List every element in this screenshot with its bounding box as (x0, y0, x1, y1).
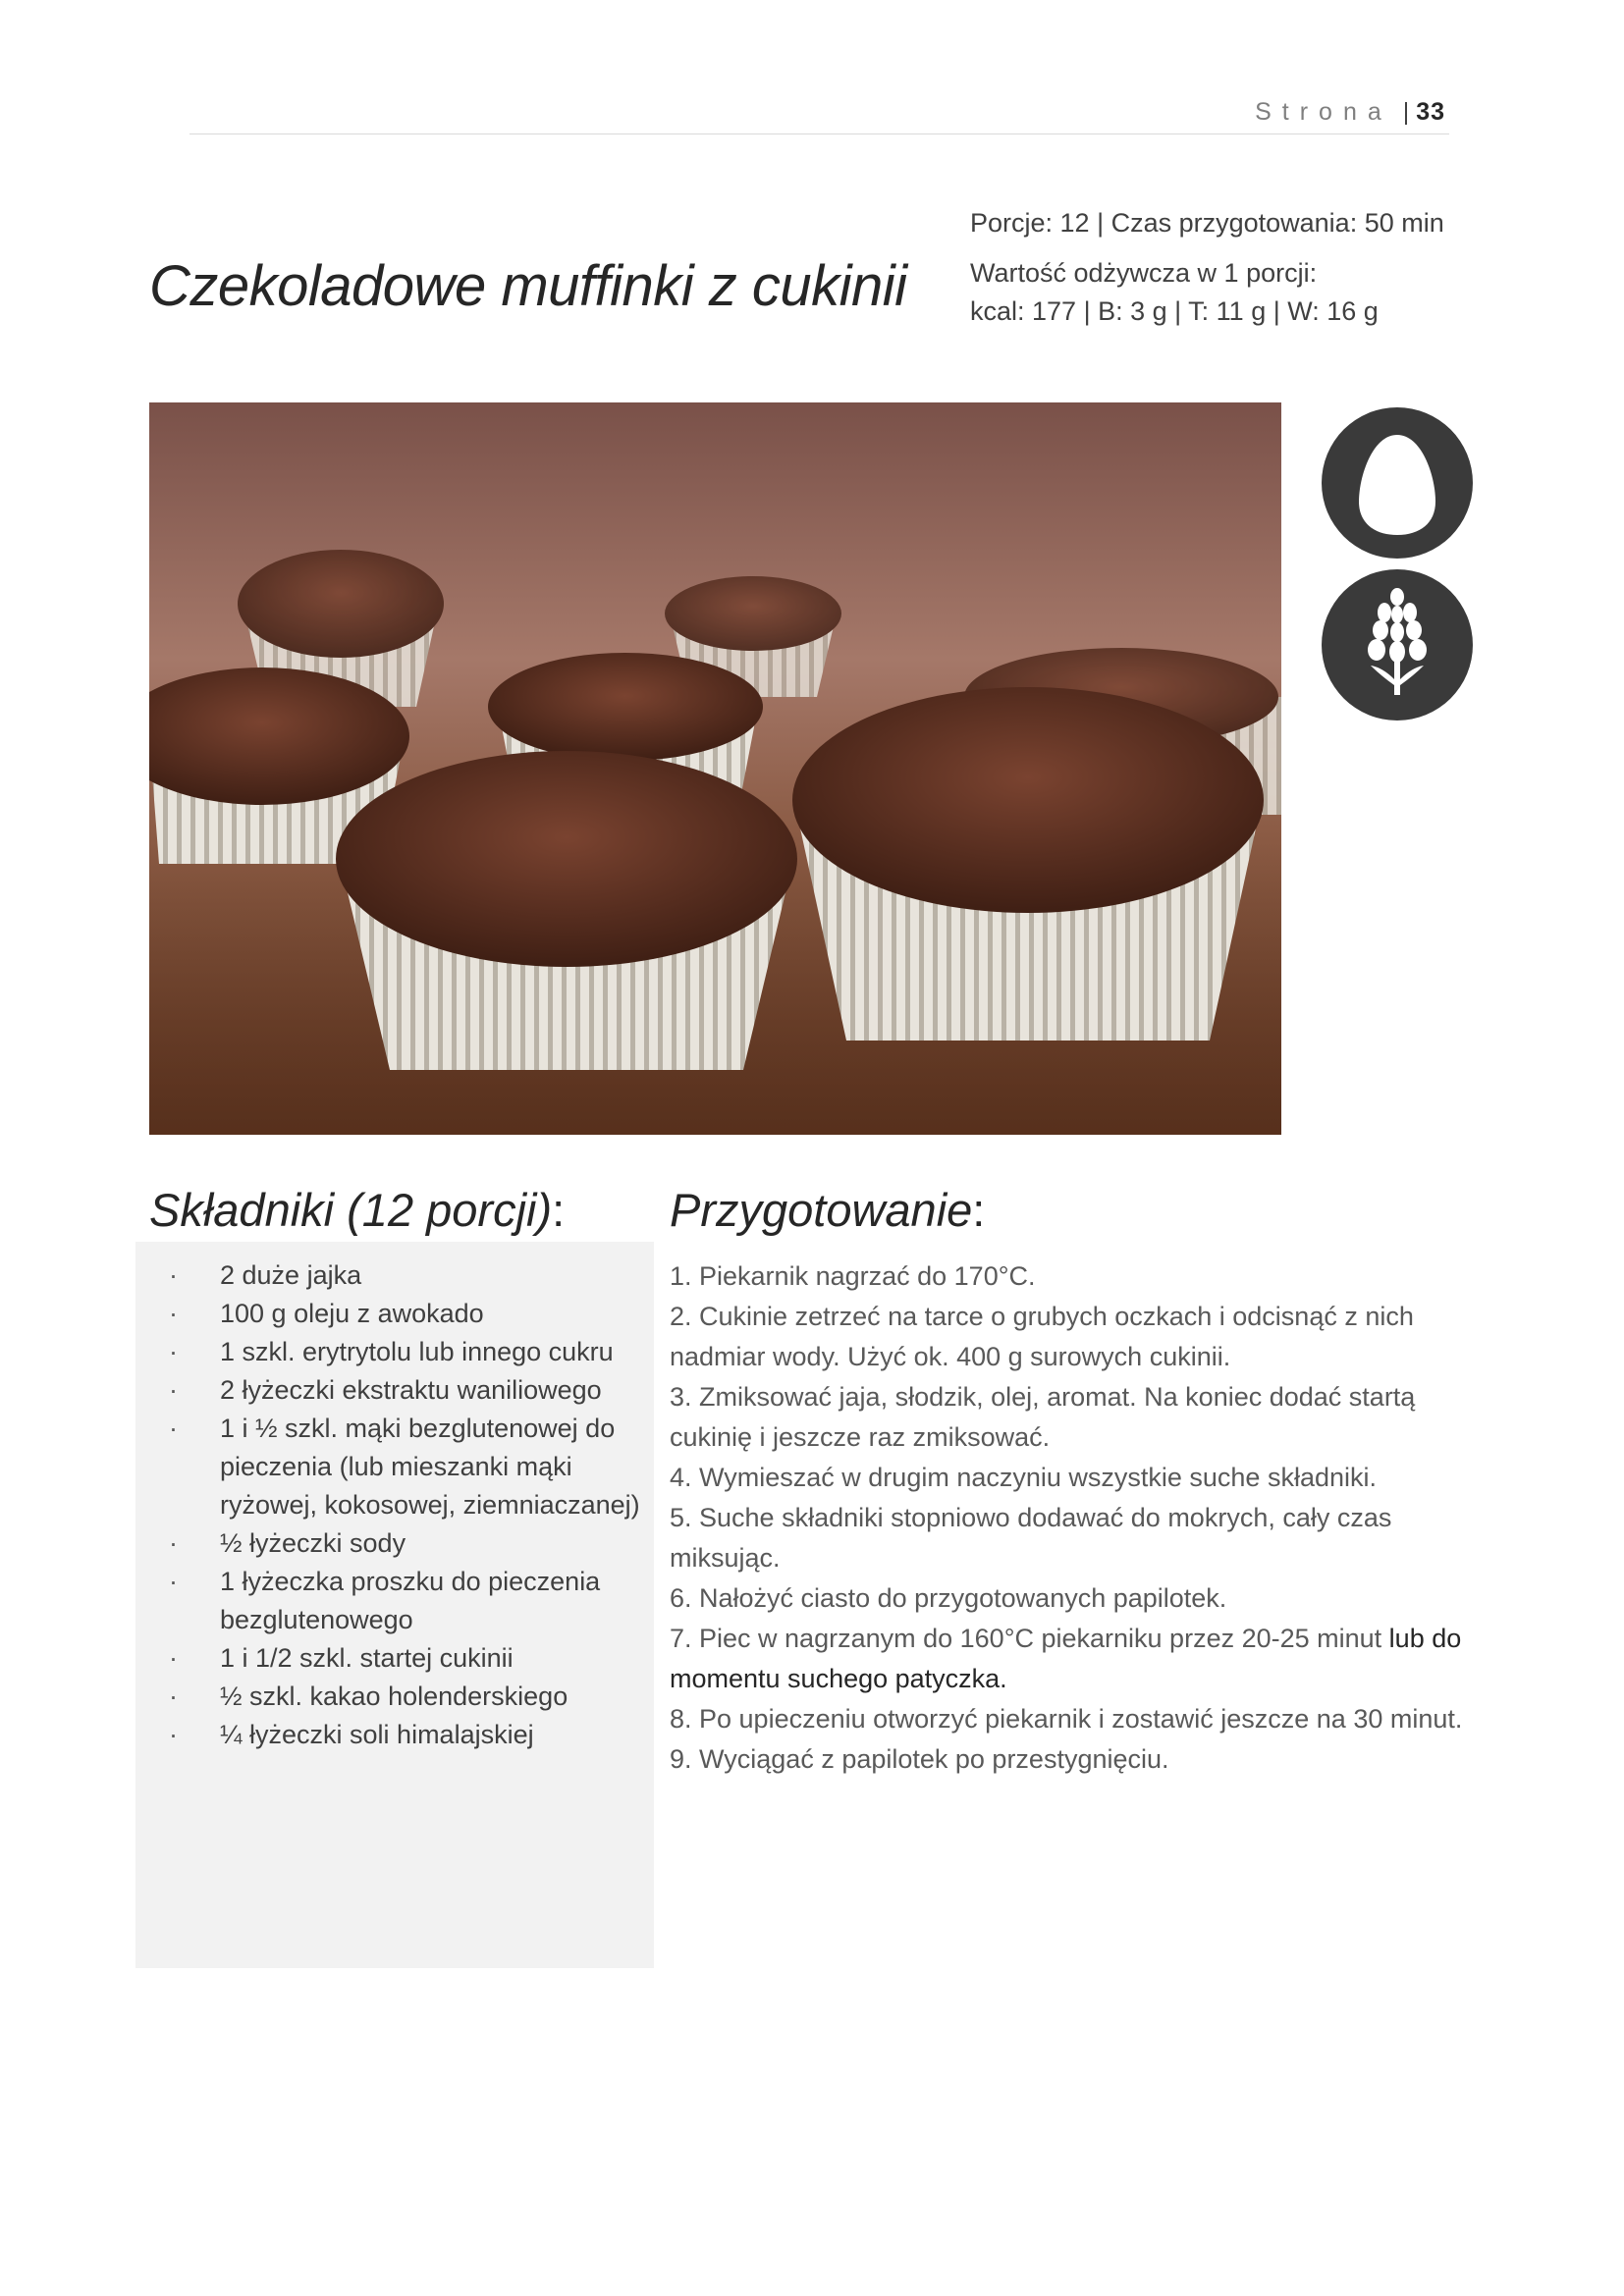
step: 4. Wymieszać w drugim naczyniu wszystkie suche składniki. (670, 1463, 1377, 1492)
step: 1. Piekarnik nagrzać do 170°C. (670, 1261, 1036, 1291)
step: 6. Nałożyć ciasto do przygotowanych papilotek. (670, 1583, 1227, 1613)
list-item (169, 1524, 650, 1563)
ingredient-text: 2 duże jajka (220, 1260, 362, 1290)
ingredients-list (169, 1256, 650, 1754)
ingredient-text: ½ łyżeczki sody (220, 1528, 406, 1558)
ingredient-text: 100 g oleju z awokado (220, 1299, 484, 1328)
step (670, 1619, 1494, 1699)
step-text-emphasis: lub do momentu suchego patyczka. (670, 1624, 1462, 1693)
ingredient-text: 1 i ½ szkl. mąki bezglutenowej do pieczenia (lub mieszanki mąki ryżowej, kokosowej, ziemniaczanej) (220, 1414, 640, 1520)
servings-time: Porcje: 12 | Czas przygotowania: 50 min (970, 208, 1444, 238)
list-item (169, 1716, 650, 1754)
muffin-front-right (792, 687, 1264, 1041)
ingredient-text: 1 i 1/2 szkl. startej cukinii (220, 1643, 514, 1673)
bullet: · (169, 1528, 178, 1558)
bullet: · (169, 1567, 178, 1596)
bullet: · (169, 1260, 178, 1290)
list-item (169, 1256, 650, 1295)
list-item (169, 1563, 650, 1639)
preparation-heading-text: Przygotowanie (670, 1184, 973, 1236)
list-item (169, 1333, 650, 1371)
bullet: · (169, 1643, 178, 1673)
grain-icon (1322, 569, 1473, 721)
recipe-meta (970, 208, 1444, 327)
list-item (169, 1295, 650, 1333)
ingredients-heading-text: Składniki (12 porcji) (149, 1184, 553, 1236)
ingredients-heading-colon: : (552, 1184, 566, 1236)
step-text: 7. Piec w nagrzanym do 160°C piekarniku przez 20-25 minut (670, 1624, 1382, 1653)
preparation-steps (670, 1256, 1494, 1780)
muffins-illustration (149, 402, 1281, 1135)
recipe-photo (149, 402, 1281, 1135)
bullet: · (169, 1682, 178, 1711)
preparation-heading-colon: : (972, 1184, 986, 1236)
page-label: Strona (1255, 98, 1392, 126)
bullet: · (169, 1720, 178, 1749)
ingredient-text: ¼ łyżeczki soli himalajskiej (220, 1720, 534, 1749)
egg-icon (1322, 407, 1473, 559)
ingredient-text: ½ szkl. kakao holenderskiego (220, 1682, 568, 1711)
list-item (169, 1639, 650, 1678)
list-item (169, 1371, 650, 1410)
page-header (189, 96, 1449, 134)
nutrition-values: kcal: 177 | B: 3 g | T: 11 g | W: 16 g (970, 296, 1379, 326)
recipe-title: Czekoladowe muffinki z cukinii (149, 254, 907, 318)
ingredient-text: 1 łyżeczka proszku do pieczenia bezglutenowego (220, 1567, 601, 1634)
ingredient-text: 1 szkl. erytrytolu lub innego cukru (220, 1337, 614, 1366)
page-number: 33 (1416, 98, 1445, 126)
step: 3. Zmiksować jaja, słodzik, olej, aromat. Na koniec dodać startą cukinię i jeszcze raz zmiksować. (670, 1382, 1416, 1452)
step: 8. Po upieczeniu otworzyć piekarnik i zostawić jeszcze na 30 minut. (670, 1704, 1463, 1734)
ingredient-text: 2 łyżeczki ekstraktu waniliowego (220, 1375, 602, 1405)
bullet: · (169, 1414, 178, 1443)
step: 9. Wyciągać z papilotek po przestygnięciu. (670, 1744, 1169, 1774)
bullet: · (169, 1375, 178, 1405)
bullet: · (169, 1299, 178, 1328)
ingredients-heading (149, 1183, 565, 1237)
bullet: · (169, 1337, 178, 1366)
step: 2. Cukinie zetrzeć na tarce o grubych oczkach i odcisnąć z nich nadmiar wody. Użyć ok. 400 g surowych cukinii. (670, 1302, 1414, 1371)
muffin-front-left (336, 751, 797, 1070)
page-number-label (1255, 98, 1445, 127)
nutrition-label: Wartość odżywcza w 1 porcji: (970, 258, 1318, 288)
step: 5. Suche składniki stopniowo dodawać do mokrych, cały czas miksując. (670, 1503, 1392, 1573)
page-separator: | (1402, 98, 1410, 126)
list-item (169, 1410, 650, 1524)
list-item (169, 1678, 650, 1716)
preparation-heading (670, 1183, 985, 1237)
